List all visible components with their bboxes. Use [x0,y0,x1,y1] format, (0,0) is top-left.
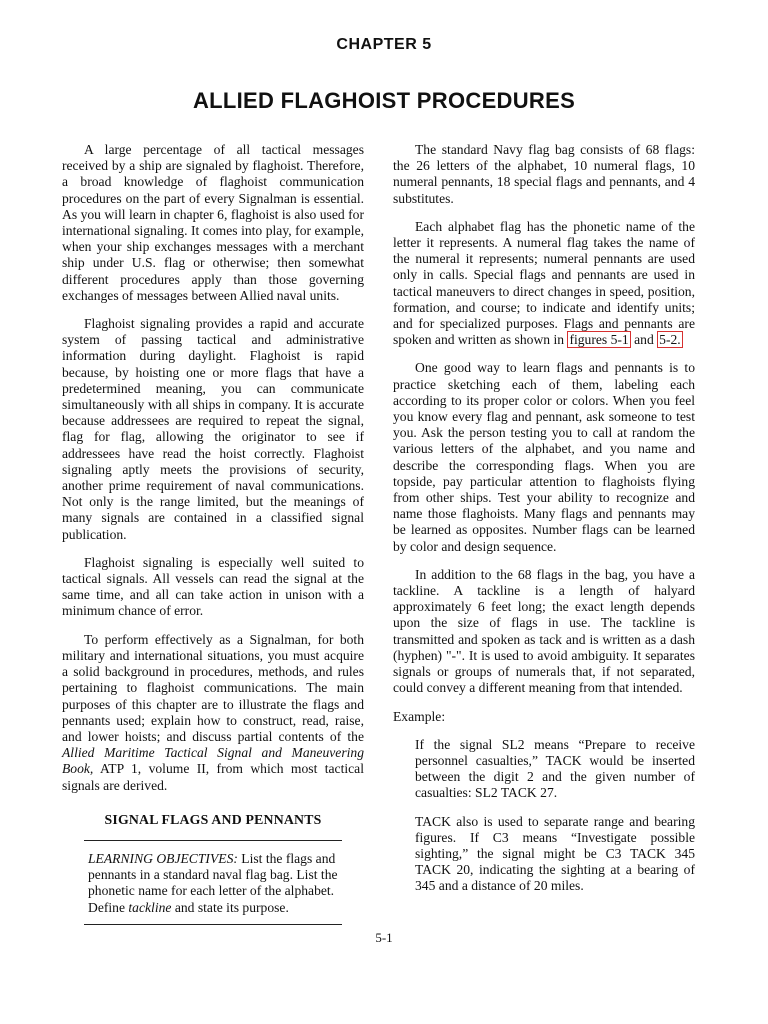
learning-objectives-text [88,851,338,916]
and-text: and [634,332,654,348]
figure-reference-5-2[interactable]: 5-2. [659,332,681,348]
paragraph-flag-bag: The standard Navy flag bag consists of 68 flags: the 26 letters of the alphabet, 10 numeral flags, 10 numeral pennants, 18 special flags and pennants, and 4 substitutes. [393,142,695,206]
page-number: 5-1 [375,930,393,945]
publication-title: Allied Maritime Tactical Signal and Maneuvering Book, [62,745,364,777]
example-c3: TACK also is used to separate range and bearing figures. If C3 means “Investigate possible sighting,” the signal might be C3 TACK 345 TACK 20, indicating the sighting at a bearing of 345 and a distance of 20 miles. [415,813,695,894]
section-heading: SIGNAL FLAGS AND PENNANTS [104,811,322,827]
paragraph-phonetic-names [393,219,695,349]
left-column [62,142,364,925]
paragraph-flaghoist-rapid: Flaghoist signaling provides a rapid and accurate system of passing tactical and administrative information during daylight. Flaghoist is rapid because, by hoisting one or more flags that have a predetermined meaning, you can communicate simultaneously with all ships in company. It is accurate because addressees are required to repeat the signal, flag for flag, allowing the originator to see if addressees have read the hoist correctly. Flaghoist signaling aptly meets the provisions of security, another prime requirement of naval communications. Not only is the range limited, but the meanings of many signals are contained in a classified signal publication. [62,316,364,542]
objectives-text-b: and state its purpose. [174,899,289,915]
paragraph-learning-flags: One good way to learn flags and pennants is to practice sketching each of them, labeling each according to its proper color or colors. When you feel you know every flag and pennant, ask someone to test you. Ask the person testing you to call at random the various letters of the alphabet, and you name and describe the corresponding flags. When you are topside, pay particular attention to flaghoists flying from other ships. Test your ability to recognize and name those flaghoists. Many flags and pennants may be learned as opposites. Number flags can be learned by color and design sequence. [393,360,695,554]
paragraph-tactical-signals: Flaghoist signaling is especially well suited to tactical signals. All vessels can read the signal at the same time, and all can take action in unison with a minimum chance of error. [62,554,364,619]
chapter-label: CHAPTER 5 [336,36,432,53]
chapter-title: ALLIED FLAGHOIST PROCEDURES [192,88,576,113]
example-label: Example: [393,708,446,724]
objectives-label: LEARNING OBJECTIVES: [88,850,238,866]
learning-objectives-box [84,840,342,925]
figure-reference-5-1[interactable]: figures 5-1 [569,332,629,348]
purpose-text-b: ATP 1, volume II, from which most tactical signals are derived. [62,761,364,793]
purpose-text-a: To perform effectively as a Signalman, for both military and international situations, you must acquire a solid background in procedures, methods, and rules pertaining to flaghoist communications. The main purposes of this chapter are to illustrate the flags and pennants used; explain how to construct, read, raise, and lower hoists; and discuss partial contents of the [62,631,364,744]
right-column [393,142,695,907]
example-sl2: If the signal SL2 means “Prepare to receive personnel casualties,” TACK would be inserted between the digit 2 and the given number of casualties: SL2 TACK 27. [415,736,695,801]
phonetic-text: Each alphabet flag has the phonetic name of the letter it represents. A numeral flag takes the name of the numeral it represents; numeral pennants are used only in calls. Special flags and pennants are used in tactical maneuvers to direct changes in speed, position, formation, and course; to indicate and identify units; and for specialized purposes. Flags and pennants are spoken and written as shown in [393,218,695,348]
objectives-text-a: List the flags and pennants in a standard naval flag bag. List the phonetic name for each letter of the alphabet. Define [88,850,338,915]
objectives-term: tackline [128,899,172,915]
paragraph-tackline: In addition to the 68 flags in the bag, you have a tackline. A tackline is a length of halyard approximately 6 feet long; the exact length depends upon the size of flags in use. The tackline is transmitted and spoken as tack and is written as a dash (hyphen) "-". It is used to avoid ambiguity. It separates signals or groups of numerals that, if not separated, could convey a different meaning from that intended. [393,566,695,696]
paragraph-flaghoist-intro: A large percentage of all tactical messages received by a ship are signaled by flaghoist. Therefore, a broad knowledge of flaghoist communication procedures on the part of every Signalman is essential. As you will learn in chapter 6, flaghoist is also used for international signaling. It comes into play, for example, when your ship exchanges messages with a merchant ship under U.S. flag or otherwise; then somewhat different procedures apply than those governing exchanges of messages between Allied naval units. [62,142,364,303]
paragraph-chapter-purpose [62,632,364,794]
